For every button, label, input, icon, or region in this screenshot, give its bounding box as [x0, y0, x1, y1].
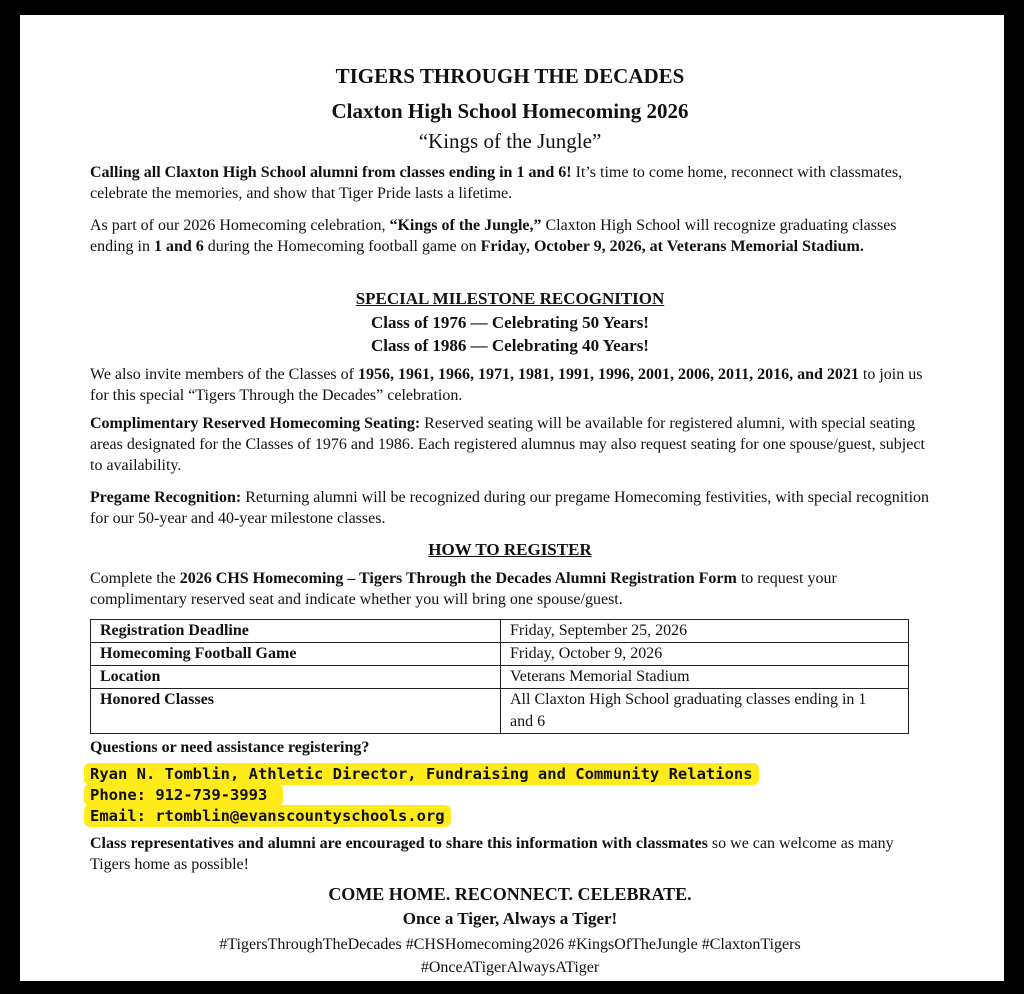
celebration-paragraph	[90, 215, 930, 257]
closing-slogan: COME HOME. RECONNECT. CELEBRATE.	[328, 884, 692, 904]
part2-f: Friday, October 9, 2026, at Veterans Memorial Stadium.	[480, 238, 864, 255]
table-value: Friday, October 9, 2026	[501, 643, 909, 666]
intro-paragraph	[90, 162, 930, 204]
share-bold: Class representatives and alumni are encouraged to share this information with classmates	[90, 835, 708, 852]
register-a: Complete the	[90, 570, 180, 587]
intro-bold: Calling all Claxton High School alumni from classes ending in 1 and 6!	[90, 164, 572, 181]
seating-text: Reserved seating will be available for registered alumni, with special seating areas designated for the Classes of 1976 and 1986. Each registered alumnus may also request seating for one spouse/guest, subject to availability.	[90, 415, 925, 474]
table-label: Location	[91, 666, 501, 689]
table-row	[91, 666, 909, 689]
hashtags-line-1: #TigersThroughTheDecades #CHSHomecoming2026 #KingsOfTheJungle #ClaxtonTigers	[219, 936, 801, 953]
table-label: Registration Deadline	[91, 620, 501, 643]
part2-a: As part of our 2026 Homecoming celebration,	[90, 217, 390, 234]
table-row	[91, 643, 909, 666]
contact-email-highlight[interactable]: Email: rtomblin@evanscountyschools.org	[84, 805, 451, 827]
table-row	[91, 689, 909, 734]
flyer-page	[20, 15, 1004, 981]
table-label: Honored Classes	[91, 689, 501, 734]
hashtags-line-2: #OnceATigerAlwaysATiger	[420, 959, 600, 976]
table-row	[91, 620, 909, 643]
milestone-line-1986: Class of 1986 — Celebrating 40 Years!	[371, 336, 649, 355]
register-heading: HOW TO REGISTER	[428, 540, 592, 559]
table-value: Veterans Memorial Stadium	[501, 666, 909, 689]
part2-b: “Kings of the Jungle,”	[389, 217, 542, 234]
seating-paragraph	[90, 413, 930, 476]
intro-text: It’s time to come home, reconnect with classmates, celebrate the memories, and show that Tiger Pride lasts a lifetime.	[90, 164, 903, 202]
flyer-subtitle: Claxton High School Homecoming 2026	[331, 99, 689, 123]
questions-line: Questions or need assistance registering?	[90, 739, 370, 756]
milestone-heading: SPECIAL MILESTONE RECOGNITION	[355, 289, 665, 308]
invite-paragraph	[90, 364, 930, 406]
register-form-name: 2026 CHS Homecoming – Tigers Through the Decades Alumni Registration Form	[179, 570, 737, 587]
part2-c: Claxton High School will recognize graduating classes ending in	[90, 217, 897, 255]
share-text: so we can welcome as many Tigers home as possible!	[90, 835, 894, 873]
flyer-theme: “Kings of the Jungle”	[418, 129, 602, 153]
registration-info-table	[90, 619, 909, 734]
invite-years: 1956, 1961, 1966, 1971, 1981, 1991, 1996, 2001, 2006, 2011, 2016, and 2021	[357, 366, 859, 383]
table-value: All Claxton High School graduating classes ending in 1 and 6	[501, 689, 909, 734]
pregame-paragraph	[90, 487, 930, 529]
invite-a: We also invite members of the Classes of	[90, 366, 358, 383]
flyer-title: TIGERS THROUGH THE DECADES	[335, 64, 685, 88]
share-paragraph	[90, 833, 930, 875]
closing-tagline: Once a Tiger, Always a Tiger!	[402, 909, 618, 928]
table-value: Friday, September 25, 2026	[501, 620, 909, 643]
register-paragraph	[90, 568, 930, 610]
part2-e: during the Homecoming football game on	[203, 238, 481, 255]
invite-c: to join us for this special “Tigers Through the Decades” celebration.	[90, 366, 923, 404]
contact-name-highlight: Ryan N. Tomblin, Athletic Director, Fundraising and Community Relations	[84, 763, 759, 785]
pregame-text: Returning alumni will be recognized during our pregame Homecoming festivities, with special recognition for our 50-year and 40-year milestone classes.	[90, 489, 930, 527]
part2-d: 1 and 6	[154, 238, 204, 255]
pregame-label: Pregame Recognition:	[90, 489, 242, 506]
register-c: to request your complimentary reserved seat and indicate whether you will bring one spouse/guest.	[90, 570, 837, 608]
table-label: Homecoming Football Game	[91, 643, 501, 666]
seating-label: Complimentary Reserved Homecoming Seating:	[90, 415, 421, 432]
milestone-line-1976: Class of 1976 — Celebrating 50 Years!	[371, 313, 649, 332]
contact-phone-highlight: Phone: 912-739-3993	[84, 784, 283, 806]
